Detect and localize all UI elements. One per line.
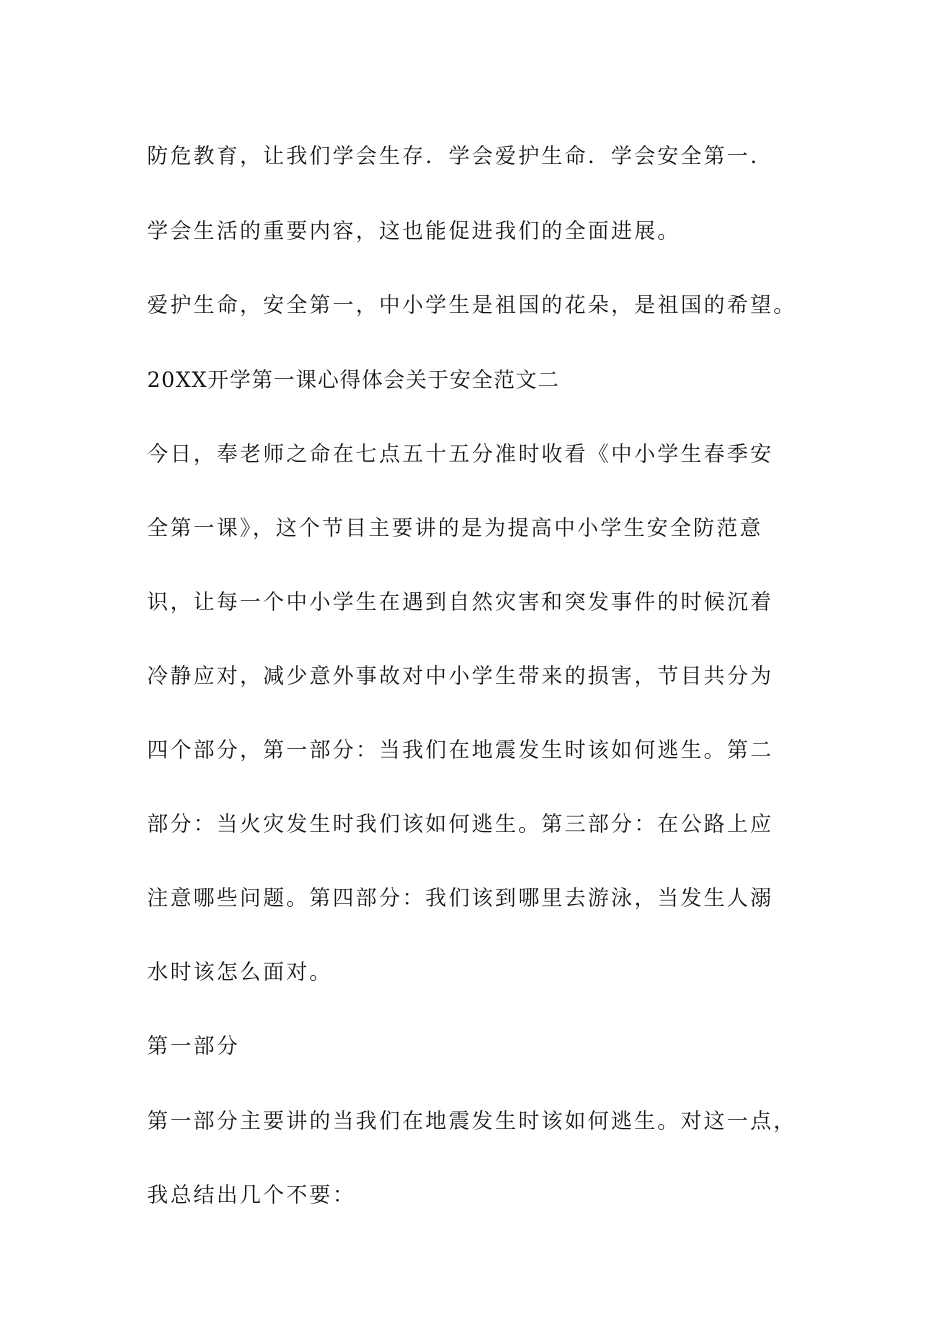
text-line: 第一部分主要讲的当我们在地震发生时该如何逃生。对这一点， (147, 1109, 797, 1133)
text-line: 我总结出几个不要： (147, 1183, 356, 1207)
text-line: 爱护生命，安全第一，中小学生是祖国的花朵，是祖国的希望。 (147, 293, 797, 317)
text-line: 防危教育，让我们学会生存．学会爱护生命．学会安全第一． (147, 144, 774, 168)
text-line: 全第一课》，这个节目主要讲的是为提高中小学生安全防范意 (147, 516, 763, 540)
section-title: 20XX开学第一课心得体会关于安全范文二 (147, 368, 560, 392)
text-line: 冷静应对，减少意外事故对中小学生带来的损害，节目共分为 (147, 664, 774, 688)
text-line: 今日，奉老师之命在七点五十五分准时收看《中小学生春季安 (147, 442, 774, 466)
text-line: 部分：当火灾发生时我们该如何逃生。第三部分：在公路上应 (147, 812, 774, 836)
text-line: 学会生活的重要内容，这也能促进我们的全面进展。 (147, 219, 681, 243)
text-line: 注意哪些问题。第四部分：我们该到哪里去游泳，当发生人溺 (147, 886, 774, 910)
text-line: 识，让每一个中小学生在遇到自然灾害和突发事件的时候沉着 (147, 590, 774, 614)
text-line: 水时该怎么面对。 (147, 960, 333, 984)
text-line: 四个部分，第一部分：当我们在地震发生时该如何逃生。第二 (147, 738, 774, 762)
subsection-heading: 第一部分 (147, 1034, 240, 1058)
